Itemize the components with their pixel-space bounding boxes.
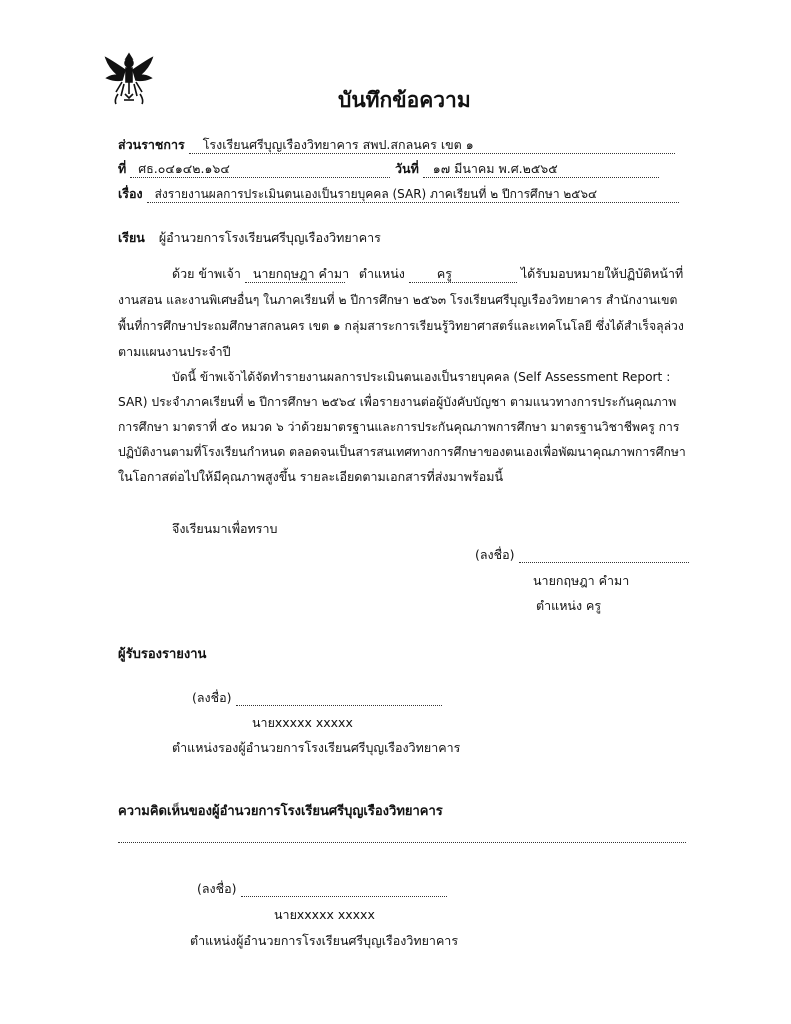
certifier-blank xyxy=(236,692,442,706)
p2-line2: SAR) ประจำภาคเรียนที่ ๒ ปีการศึกษา ๒๕๖๔ เพื่อรายงานต่อผู้บังคับบัญชา ตามแนวทางการประกันคุณภาพ xyxy=(118,395,677,409)
p2-line1: บัดนี้ ข้าพเจ้าได้จัดทำรายงานผลการประเมินตนเองเป็นรายบุคคล (Self Assessment Report : xyxy=(172,370,671,384)
signature1-line xyxy=(475,547,689,563)
director-heading: ความคิดเห็นของผู้อำนวยการโรงเรียนศรีบุญเรืองวิทยาคาร xyxy=(118,804,443,819)
to-line xyxy=(118,230,381,246)
director-name: นายxxxxx xxxxx xyxy=(274,907,375,922)
date-line xyxy=(395,161,659,178)
date-value: ๑๗ มีนาคม พ.ศ.๒๕๖๕ xyxy=(423,161,659,178)
division-value: โรงเรียนศรีบุญเรืองวิทยาคาร สพป.สกลนคร เขต ๑ xyxy=(189,137,675,154)
to-value: ผู้อำนวยการโรงเรียนศรีบุญเรืองวิทยาคาร xyxy=(158,230,381,245)
director-position: ตำแหน่งผู้อำนวยการโรงเรียนศรีบุญเรืองวิทยาคาร xyxy=(190,933,459,948)
director-comment-line xyxy=(118,836,686,843)
p1-prefix: ด้วย ข้าพเจ้า xyxy=(172,266,241,281)
certifier-sign-label: (ลงชื่อ) xyxy=(192,690,232,705)
p1-suffix: ได้รับมอบหมายให้ปฏิบัติหน้าที่ xyxy=(520,266,684,281)
p1-pos: ครู xyxy=(409,266,517,283)
to-label: เรียน xyxy=(118,230,145,245)
director-blank xyxy=(241,883,447,897)
division-line xyxy=(118,137,670,154)
date-label: วันที่ xyxy=(395,161,419,176)
p1-line4: ตามแผนงานประจำปี xyxy=(118,344,231,359)
p1-line3: พื้นที่การศึกษาประถมศึกษาสกลนคร เขต ๑ กลุ่มสาระการเรียนรู้วิทยาศาสตร์และเทคโนโลยี ซึ่งได้สำเร็จลุล่วง xyxy=(118,319,684,333)
signature1-blank xyxy=(519,549,689,563)
p2-line4: ปฏิบัติงานตามที่โรงเรียนกำหนด ตลอดจนเป็นสารสนเทศทางการศึกษาของตนเองเพื่อพัฒนาคุณภาพการศึกษา xyxy=(118,445,686,459)
certifier-sign-line xyxy=(192,690,442,706)
p1-pos-label: ตำแหน่ง xyxy=(358,266,405,281)
signature1-position: ตำแหน่ง ครู xyxy=(536,598,602,613)
p2-line3: การศึกษา มาตราที่ ๕๐ หมวด ๖ ว่าด้วยมาตรฐานและการประกันคุณภาพการศึกษา มาตรฐานวิชาชีพครู การ xyxy=(118,420,680,434)
ref-label: ที่ xyxy=(118,161,127,176)
subject-label: เรื่อง xyxy=(118,186,143,201)
ref-line xyxy=(118,161,390,178)
subject-value: ส่งรายงานผลการประเมินตนเองเป็นรายบุคคล (SAR) ภาคเรียนที่ ๒ ปีการศึกษา ๒๕๖๔ xyxy=(147,186,679,203)
division-label: ส่วนราชการ xyxy=(118,137,185,152)
ref-value: ศธ.๐๔๑๔๒.๑๖๔ xyxy=(130,161,390,178)
signature1-sign-label: (ลงชื่อ) xyxy=(475,547,515,562)
certifier-name: นายxxxxx xxxxx xyxy=(252,715,353,730)
closing-text: จึงเรียนมาเพื่อทราบ xyxy=(172,521,278,536)
subject-line xyxy=(118,186,679,203)
memo-title: บันทึกข้อความ xyxy=(338,88,471,112)
p1-name: นายกฤษฎา คำมา xyxy=(245,266,345,283)
p2-line5: ในโอกาสต่อไปให้มีคุณภาพสูงขึ้น รายละเอียดตามเอกสารที่ส่งมาพร้อมนี้ xyxy=(118,469,503,484)
director-sign-label: (ลงชื่อ) xyxy=(197,881,237,896)
p1-line1 xyxy=(172,266,683,283)
signature1-name: นายกฤษฎา คำมา xyxy=(533,573,630,588)
director-sign-line xyxy=(197,881,447,897)
p1-line2: งานสอน และงานพิเศษอื่นๆ ในภาคเรียนที่ ๒ ปีการศึกษา ๒๕๖๓ โรงเรียนศรีบุญเรืองวิทยาคาร สำนักงานเขต xyxy=(118,293,678,307)
certifier-position: ตำแหน่งรองผู้อำนวยการโรงเรียนศรีบุญเรืองวิทยาคาร xyxy=(172,740,461,755)
garuda-emblem-icon xyxy=(104,50,154,108)
certifier-heading: ผู้รับรองรายงาน xyxy=(118,647,207,662)
